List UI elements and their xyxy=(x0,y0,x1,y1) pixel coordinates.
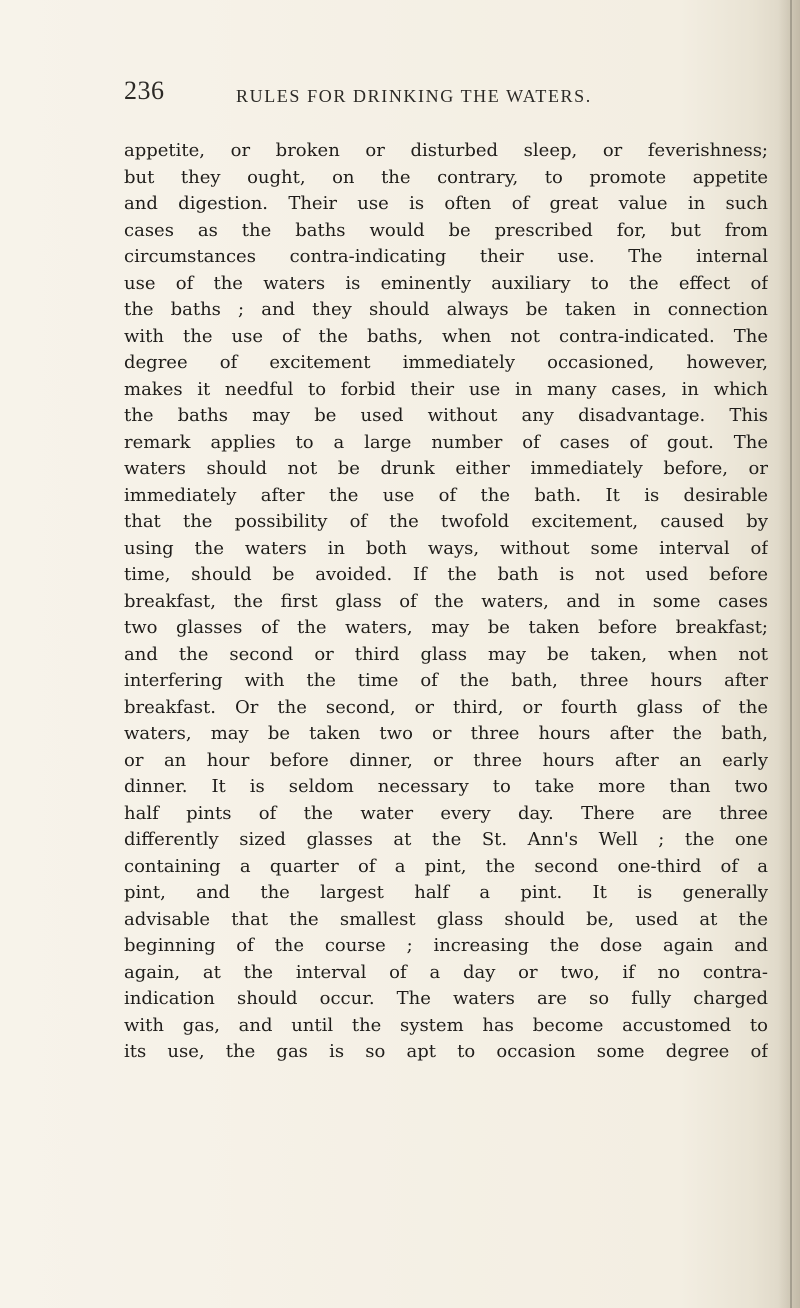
body-paragraph xyxy=(124,138,768,1066)
text-line: degree of excitement immediately occasioned, however, xyxy=(124,352,768,373)
text-line: with gas, and until the system has become accustomed to xyxy=(124,1014,768,1036)
text-line: circumstances contra-indicating their use. The internal xyxy=(124,246,768,267)
text-line: differently sized glasses at the St. Ann's Well ; the one xyxy=(124,829,768,850)
text-line: that the possibility of the twofold excitement, caused by xyxy=(124,511,768,532)
text-line: using the waters in both ways, without some interval of xyxy=(124,537,768,559)
text-line: time, should be avoided. If the bath is not used before xyxy=(124,564,768,585)
text-line: or an hour before dinner, or three hours after an early xyxy=(124,749,768,771)
text-line: advisable that the smallest glass should be, used at the xyxy=(124,908,768,930)
text-line: waters should not be drunk either immediately before, or xyxy=(124,458,768,479)
text-line: appetite, or broken or disturbed sleep, or feverishness; xyxy=(124,140,768,161)
text-line: breakfast, the first glass of the waters, and in some cases xyxy=(124,590,768,612)
text-line: and the second or third glass may be taken, when not xyxy=(124,643,768,665)
page-header xyxy=(124,72,724,116)
page-edge-shadow xyxy=(778,0,800,1308)
text-line: half pints of the water every day. There are three xyxy=(124,802,768,824)
text-line: the baths may be used without any disadvantage. This xyxy=(124,405,768,426)
text-line: again, at the interval of a day or two, if no contra- xyxy=(124,961,768,983)
text-line: the baths ; and they should always be taken in connection xyxy=(124,299,768,320)
page-number: 236 xyxy=(124,76,165,105)
text-line: its use, the gas is so apt to occasion some degree of xyxy=(124,1041,768,1062)
text-line: two glasses of the waters, may be taken before breakfast; xyxy=(124,617,768,638)
text-line: immediately after the use of the bath. It is desirable xyxy=(124,484,768,506)
text-line: and digestion. Their use is often of great value in such xyxy=(124,193,768,214)
text-line: beginning of the course ; increasing the dose again and xyxy=(124,935,768,956)
text-line: remark applies to a large number of cases of gout. The xyxy=(124,431,768,453)
text-line: breakfast. Or the second, or third, or fourth glass of the xyxy=(124,696,768,718)
text-line: interfering with the time of the bath, three hours after xyxy=(124,670,768,691)
text-line: makes it needful to forbid their use in many cases, in which xyxy=(124,378,768,400)
text-line: cases as the baths would be prescribed for, but from xyxy=(124,219,768,241)
running-head: RULES FOR DRINKING THE WATERS. xyxy=(236,86,592,106)
text-line: containing a quarter of a pint, the second one-third of a xyxy=(124,855,768,877)
text-line: pint, and the largest half a pint. It is generally xyxy=(124,882,768,903)
page-edge-line xyxy=(790,0,792,1308)
text-line: but they ought, on the contrary, to promote appetite xyxy=(124,166,768,188)
text-line: with the use of the baths, when not contra-indicated. The xyxy=(124,325,768,347)
text-line: waters, may be taken two or three hours after the bath, xyxy=(124,723,768,744)
text-line: dinner. It is seldom necessary to take more than two xyxy=(124,776,768,797)
text-line: use of the waters is eminently auxiliary to the effect of xyxy=(124,272,768,294)
text-line: indication should occur. The waters are so fully charged xyxy=(124,988,768,1009)
